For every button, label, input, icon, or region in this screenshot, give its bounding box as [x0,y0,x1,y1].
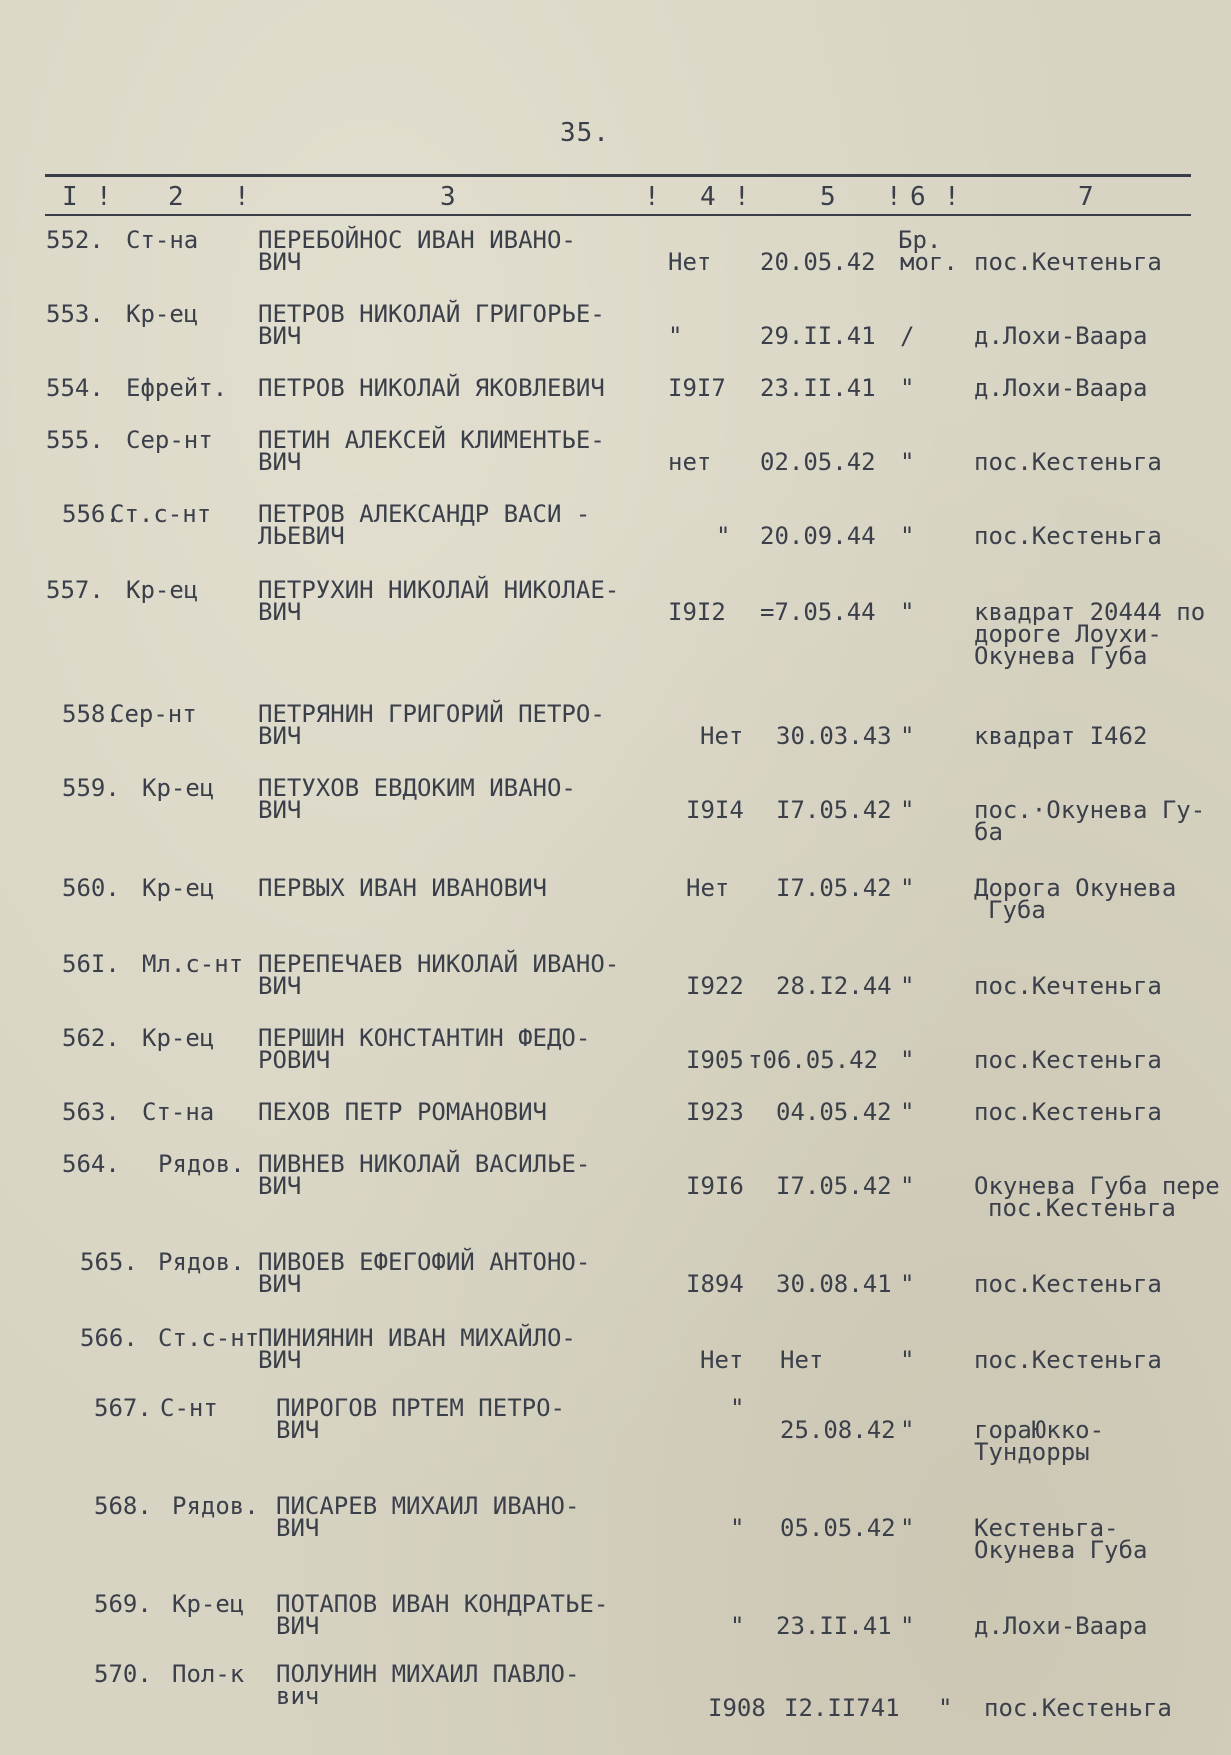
list-item [0,1250,1231,1320]
entry-burial-place: д.Лохи-Ваара [974,322,1148,350]
entry-number: 568. [94,1492,152,1520]
entry-rank: Ст-на [126,226,199,254]
entry-rank: Ст.с-нт [110,500,212,528]
col-separator: ! [886,182,902,212]
entry-name: ПИВНЕВ НИКОЛАЙ ВАСИЛЬЕ- [258,1150,591,1178]
entry-burial-place: пос.Кестеньга [974,1270,1162,1298]
entry-name-cont: ВИЧ [258,598,302,626]
entry-number: 557. [46,576,104,604]
list-item [0,1396,1231,1466]
entry-birth-year: " [730,1394,745,1422]
entry-burial-type: " [900,1346,915,1374]
entry-burial-type: " [900,1172,915,1200]
entry-name: ПЕРВЫХ ИВАН ИВАНОВИЧ [258,874,547,902]
entry-burial-place: гораЮкко- [974,1416,1105,1444]
entry-name-cont: ВИЧ [258,448,302,476]
entry-burial-type: " [900,1514,915,1542]
entry-name: ПЕТРУХИН НИКОЛАЙ НИКОЛАЕ- [258,576,620,604]
col-header: I [62,182,78,212]
entry-number: 567. [94,1394,152,1422]
entry-burial-place-cont: ба [974,818,1003,846]
entry-death-date: 23.II.41 [776,1612,892,1640]
entry-burial-type: " [900,374,915,402]
entry-name: ПИСАРЕВ МИХАИЛ ИВАНО- [276,1492,580,1520]
entry-birth-year: " [730,1514,745,1542]
entry-name-cont: ВИЧ [258,1346,302,1374]
page-number: 35. [560,118,610,148]
entry-rank: Кр-ец [142,874,215,902]
entry-burial-type: " [900,972,915,1000]
col-separator: ! [734,182,750,212]
entry-burial-place: пос.Кестеньга [984,1694,1172,1722]
entry-death-date: 28.I2.44 [776,972,892,1000]
entry-birth-year: I905 [686,1046,744,1074]
entry-burial-type: " [900,598,915,626]
entry-birth-year: " [716,522,731,550]
col-separator: ! [96,182,112,212]
entry-burial-place-cont: Окунева Губа [974,642,1148,670]
entry-name: ПЕХОВ ПЕТР РОМАНОВИЧ [258,1098,547,1126]
entry-number: 56I. [62,950,120,978]
entry-burial-type: " [900,1046,915,1074]
entry-number: 555. [46,426,104,454]
entry-burial-type: " [900,522,915,550]
list-item [0,952,1231,1022]
entry-name: ПЕТРОВ НИКОЛАЙ ЯКОВЛЕВИЧ [258,374,605,402]
entry-name-cont: ВИЧ [258,796,302,824]
entry-number: 566. [80,1324,138,1352]
col-separator: ! [944,182,960,212]
col-header: 4 [700,182,716,212]
entry-name: ПЕТИН АЛЕКСЕЙ КЛИМЕНТЬЕ- [258,426,605,454]
entry-rank: Ст-на [142,1098,215,1126]
entry-burial-place: Кестеньга- [974,1514,1119,1542]
list-item [0,502,1231,572]
entry-number: 564. [62,1150,120,1178]
entry-burial-type: " [900,722,915,750]
entry-burial-type: / [900,322,915,350]
entry-burial-place: д.Лохи-Ваара [974,1612,1148,1640]
entry-burial-place: Окунева Губа пере [974,1172,1220,1200]
entry-birth-year: I9I7 [668,374,726,402]
entry-burial-place-cont: Губа [988,896,1046,924]
entry-birth-year: I9I2 [668,598,726,626]
list-item [0,1494,1231,1564]
entry-rank: Рядов. [158,1150,245,1178]
entry-burial-place: пос.Кестеньга [974,1098,1162,1126]
entry-rank: Кр-ец [126,576,199,604]
entry-number: 558. [62,700,120,728]
entry-name-cont: ВИЧ [258,972,302,1000]
entry-burial-type-cont: мог. [900,248,958,276]
entry-birth-year: Нет [700,722,744,750]
entry-name: ПОЛУНИН МИХАИЛ ПАВЛО- [276,1660,580,1688]
entry-name: ПЕТРОВ АЛЕКСАНДР ВАСИ - [258,500,591,528]
entry-name-cont: ВИЧ [276,1416,320,1444]
entry-burial-place: д.Лохи-Ваара [974,374,1148,402]
entry-name-cont: вич [276,1682,320,1710]
entry-burial-type: " [900,796,915,824]
entry-number: 559. [62,774,120,802]
entry-number: 570. [94,1660,152,1688]
entry-name: ПЕРЕБОЙНОС ИВАН ИВАНО- [258,226,576,254]
entry-birth-year: Нет [686,874,730,902]
entry-rank: Рядов. [172,1492,259,1520]
entry-death-date: 02.05.42 [760,448,876,476]
entry-burial-place-cont: пос.Кестеньга [988,1194,1176,1222]
entry-number: 552. [46,226,104,254]
entry-burial-place-cont: Тундорры [974,1438,1090,1466]
entry-burial-type: " [900,1612,915,1640]
entry-death-date: 05.05.42 [780,1514,896,1542]
entry-birth-year: I9I4 [686,796,744,824]
entry-name-cont: ВИЧ [258,1172,302,1200]
entry-name: ПЕРЕПЕЧАЕВ НИКОЛАЙ ИВАНО- [258,950,620,978]
entry-name: ПЕТРОВ НИКОЛАЙ ГРИГОРЬЕ- [258,300,605,328]
entry-rank: Рядов. [158,1248,245,1276]
col-header: 7 [1078,182,1094,212]
col-header: 2 [168,182,184,212]
entry-birth-year: I908 [708,1694,766,1722]
entry-death-date: I2.II741 [784,1694,900,1722]
entry-rank: Кр-ец [172,1590,245,1618]
entry-rank: Кр-ец [142,774,215,802]
entry-name-cont: ВИЧ [258,322,302,350]
entry-number: 556. [62,500,120,528]
entry-death-date: 30.03.43 [776,722,892,750]
entry-burial-place-cont: дороге Лоухи- [974,620,1162,648]
entry-burial-place: пос.Кестеньга [974,1046,1162,1074]
entry-name: ПЕРШИН КОНСТАНТИН ФЕДО- [258,1024,591,1052]
entry-birth-year: Нет [668,248,712,276]
list-item [0,776,1231,846]
entry-death-date: 20.09.44 [760,522,876,550]
entry-burial-type: " [900,448,915,476]
entry-number: 569. [94,1590,152,1618]
col-separator: ! [234,182,250,212]
list-item [0,1326,1231,1396]
entry-number: 562. [62,1024,120,1052]
entry-birth-year: Нет [700,1346,744,1374]
list-item [0,302,1231,372]
list-item [0,702,1231,772]
entry-birth-year: " [668,322,683,350]
entry-birth-year: I894 [686,1270,744,1298]
entry-number: 553. [46,300,104,328]
entry-burial-type: " [900,1270,915,1298]
list-item [0,1662,1231,1732]
list-item [0,228,1231,298]
entry-burial-place: пос.Кечтеньга [974,972,1162,1000]
entry-name-cont: ВИЧ [276,1612,320,1640]
entry-death-date: 20.05.42 [760,248,876,276]
entry-name-cont: ЛЬЕВИЧ [258,522,345,550]
entry-death-date: 23.II.41 [760,374,876,402]
entry-burial-place: Дорога Окунева [974,874,1177,902]
entry-burial-place: пос.Кестеньга [974,522,1162,550]
entry-number: 563. [62,1098,120,1126]
entry-burial-type: " [900,1098,915,1126]
entry-rank: Ефрейт. [126,374,228,402]
col-separator: ! [644,182,660,212]
list-item [0,428,1231,498]
entry-rank: Мл.с-нт [142,950,244,978]
col-header: 5 [820,182,836,212]
entry-rank: С-нт [160,1394,218,1422]
list-item [0,876,1231,946]
entry-death-date: Нет [780,1346,824,1374]
entry-rank: Кр-ец [126,300,199,328]
entry-rank: Пол-к [172,1660,245,1688]
entry-death-date: I7.05.42 [776,796,892,824]
entry-burial-type: " [938,1694,953,1722]
list-item [0,1592,1231,1662]
entry-birth-year: I922 [686,972,744,1000]
entry-name: ПИРОГОВ ПРТЕМ ПЕТРО- [276,1394,565,1422]
col-header: 3 [440,182,456,212]
entry-death-date: т06.05.42 [748,1046,879,1074]
entry-burial-place: пос.·Окунева Гу- [974,796,1206,824]
entry-death-date: =7.05.44 [760,598,876,626]
entry-name-cont: ВИЧ [258,1270,302,1298]
entry-name-cont: РОВИЧ [258,1046,331,1074]
entry-birth-year: " [730,1612,745,1640]
entry-rank: Сер-нт [110,700,197,728]
entry-burial-place: пос.Кестеньга [974,1346,1162,1374]
col-header: 6 [910,182,926,212]
entry-death-date: 30.08.41 [776,1270,892,1298]
entry-death-date: I7.05.42 [776,1172,892,1200]
entry-burial-place: квадрат 20444 по [974,598,1206,626]
entry-name: ПОТАПОВ ИВАН КОНДРАТЬЕ- [276,1590,609,1618]
entry-name: ПЕТУХОВ ЕВДОКИМ ИВАНО- [258,774,576,802]
entry-rank: Ст.с-нт [158,1324,260,1352]
entry-rank: Кр-ец [142,1024,215,1052]
entry-name: ПИВОЕВ ЕФЕГОФИЙ АНТОНО- [258,1248,591,1276]
entry-number: 560. [62,874,120,902]
entry-birth-year: нет [668,448,712,476]
entry-birth-year: I923 [686,1098,744,1126]
entry-burial-type: " [900,1416,915,1444]
entry-burial-place: пос.Кестеньга [974,448,1162,476]
entry-number: 554. [46,374,104,402]
entry-death-date: I7.05.42 [776,874,892,902]
entry-birth-year: I9I6 [686,1172,744,1200]
entry-burial-place: квадрат I462 [974,722,1148,750]
entry-burial-type: Бр. [898,226,942,254]
entry-burial-place: пос.Кечтеньга [974,248,1162,276]
entry-rank: Сер-нт [126,426,213,454]
entry-name-cont: ВИЧ [258,722,302,750]
entry-death-date: 25.08.42 [780,1416,896,1444]
list-item [0,1152,1231,1222]
entry-burial-place-cont: Окунева Губа [974,1536,1148,1564]
list-item [0,1026,1231,1096]
entry-death-date: 04.05.42 [776,1098,892,1126]
entry-name: ПИНИЯНИН ИВАН МИХАЙЛО- [258,1324,576,1352]
entry-burial-type: " [900,874,915,902]
list-item [0,576,1231,670]
entry-number: 565. [80,1248,138,1276]
entry-name-cont: ВИЧ [276,1514,320,1542]
entry-name-cont: ВИЧ [258,248,302,276]
entry-death-date: 29.II.41 [760,322,876,350]
entry-name: ПЕТРЯНИН ГРИГОРИЙ ПЕТРО- [258,700,605,728]
